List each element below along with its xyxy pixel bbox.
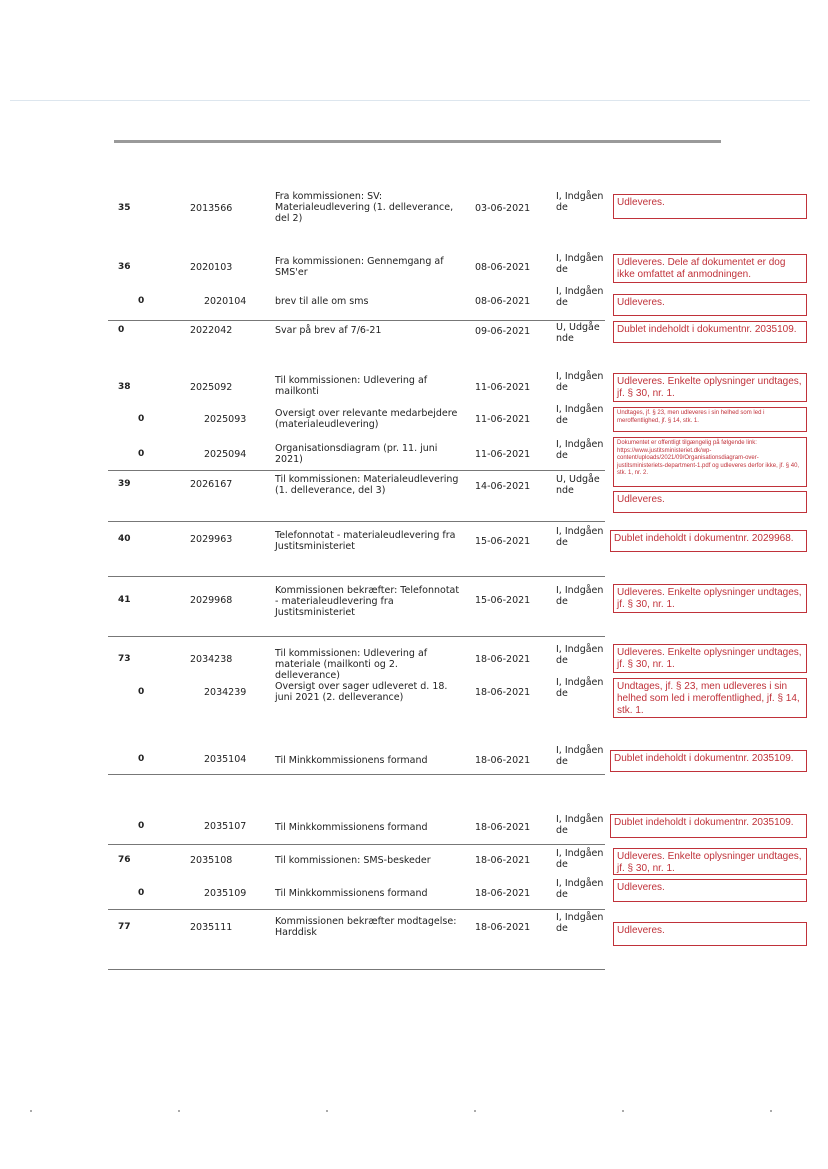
table-bottom-rule <box>108 969 605 970</box>
decision-stamp: Udleveres. <box>613 879 807 902</box>
decision-stamp: Dublet indeholdt i dokumentnr. 2029968. <box>610 530 807 552</box>
document-title: Kommissionen bekræfter modtagelse: Harddisk <box>275 916 457 938</box>
document-title: Fra kommissionen: SV: Materialeudlevering (1. delleverance, del 2) <box>275 191 454 224</box>
document-title: Organisationsdiagram (pr. 11. juni 2021) <box>275 443 438 465</box>
document-direction: U, Udgående <box>556 322 600 344</box>
document-direction: I, Indgående <box>556 404 604 426</box>
document-number: 2029963 <box>190 534 233 545</box>
document-title: Fra kommissionen: Gennemgang af SMS'er <box>275 256 444 278</box>
row-number: 73 <box>118 654 131 664</box>
document-number: 2035108 <box>190 855 233 866</box>
document-date: 11-06-2021 <box>475 382 531 393</box>
document-date: 15-06-2021 <box>475 536 531 547</box>
row-number: 0 <box>118 325 125 335</box>
decision-stamp: Udleveres. Dele af dokumentet er dog ikke omfattet af anmodningen. <box>613 254 807 283</box>
scan-speck <box>770 1110 772 1112</box>
row-number: 0 <box>138 687 145 697</box>
document-date: 11-06-2021 <box>475 414 531 425</box>
row-number: 0 <box>138 754 145 764</box>
document-title: Til Minkkommissionens formand <box>275 822 428 833</box>
row-number: 36 <box>118 262 131 272</box>
row-number: 0 <box>138 821 145 831</box>
document-date: 03-06-2021 <box>475 203 531 214</box>
scan-speck <box>622 1110 624 1112</box>
scan-speck <box>326 1110 328 1112</box>
table-row <box>108 576 605 577</box>
table-row <box>108 774 605 775</box>
document-date: 18-06-2021 <box>475 654 531 665</box>
document-direction: I, Indgående <box>556 371 604 393</box>
document-direction: I, Indgående <box>556 253 604 275</box>
document-date: 18-06-2021 <box>475 888 531 899</box>
document-number: 2022042 <box>190 325 233 336</box>
document-number: 2035109 <box>204 888 247 899</box>
row-number: 41 <box>118 595 131 605</box>
document-title: brev til alle om sms <box>275 296 369 307</box>
document-title: Til kommissionen: SMS-beskeder <box>275 855 431 866</box>
document-title: Til Minkkommissionens formand <box>275 888 428 899</box>
document-direction: I, Indgående <box>556 745 604 767</box>
document-number: 2025093 <box>204 414 247 425</box>
document-direction: I, Indgående <box>556 912 604 934</box>
decision-stamp: Dublet indeholdt i dokumentnr. 2035109. <box>610 814 807 838</box>
document-title: Til Minkkommissionens formand <box>275 755 428 766</box>
scan-speck <box>474 1110 476 1112</box>
scan-speck <box>30 1110 32 1112</box>
row-number: 35 <box>118 203 131 213</box>
document-title: Til kommissionen: Udlevering af materiale (mailkonti og 2. delleverance) <box>275 648 428 681</box>
document-number: 2025092 <box>190 382 233 393</box>
document-date: 18-06-2021 <box>475 922 531 933</box>
header-rule <box>10 100 810 101</box>
document-title: Oversigt over sager udleveret d. 18. juni 2021 (2. delleverance) <box>275 681 448 703</box>
document-number: 2034239 <box>204 687 247 698</box>
document-title: Oversigt over relevante medarbejdere (materialeudlevering) <box>275 408 458 430</box>
decision-stamp: Undtages, jf. § 23, men udleveres i sin helhed som led i meroffentlighed, jf. § 14, stk. 1. <box>613 678 807 718</box>
row-number: 76 <box>118 855 131 865</box>
decision-stamp: Udleveres. <box>613 922 807 946</box>
document-direction: I, Indgående <box>556 677 604 699</box>
document-date: 18-06-2021 <box>475 822 531 833</box>
document-date: 18-06-2021 <box>475 855 531 866</box>
row-number: 0 <box>138 449 145 459</box>
table-row <box>108 320 605 321</box>
table-row <box>108 909 605 910</box>
document-direction: I, Indgående <box>556 814 604 836</box>
row-number: 0 <box>138 414 145 424</box>
decision-stamp: Udleveres. Enkelte oplysninger undtages, jf. § 30, nr. 1. <box>613 373 807 402</box>
document-title: Til kommissionen: Udlevering af mailkonti <box>275 375 428 397</box>
row-number: 77 <box>118 922 131 932</box>
document-title: Kommissionen bekræfter: Telefonnotat - materialeudlevering fra Justitsministeriet <box>275 585 460 618</box>
decision-stamp: Undtages, jf. § 23, men udleveres i sin helhed som led i meroffentlighed, jf. § 14, stk. 1. <box>613 407 807 432</box>
document-title: Telefonnotat - materialeudlevering fra Justitsministeriet <box>275 530 456 552</box>
document-direction: I, Indgående <box>556 848 604 870</box>
table-row <box>108 844 605 845</box>
document-date: 18-06-2021 <box>475 755 531 766</box>
table-row <box>108 521 605 522</box>
document-title: Til kommissionen: Materialeudlevering (1. delleverance, del 3) <box>275 474 459 496</box>
document-number: 2035104 <box>204 754 247 765</box>
document-direction: I, Indgående <box>556 644 604 666</box>
document-direction: U, Udgående <box>556 474 600 496</box>
decision-stamp: Udleveres. Enkelte oplysninger undtages, jf. § 30, nr. 1. <box>613 848 807 875</box>
document-date: 14-06-2021 <box>475 481 531 492</box>
document-number: 2034238 <box>190 654 233 665</box>
row-number: 39 <box>118 479 131 489</box>
decision-stamp: Dublet indeholdt i dokumentnr. 2035109. <box>613 321 807 343</box>
row-number: 0 <box>138 888 145 898</box>
document-date: 08-06-2021 <box>475 262 531 273</box>
document-number: 2035111 <box>190 922 233 933</box>
document-date: 09-06-2021 <box>475 326 531 337</box>
document-direction: I, Indgående <box>556 526 604 548</box>
document-date: 11-06-2021 <box>475 449 531 460</box>
document-title: Svar på brev af 7/6-21 <box>275 325 382 336</box>
document-number: 2013566 <box>190 203 233 214</box>
document-direction: I, Indgående <box>556 878 604 900</box>
document-direction: I, Indgående <box>556 439 604 461</box>
document-direction: I, Indgående <box>556 286 604 308</box>
row-number: 38 <box>118 382 131 392</box>
decision-stamp: Udleveres. <box>613 294 807 316</box>
row-number: 40 <box>118 534 131 544</box>
document-direction: I, Indgående <box>556 585 604 607</box>
document-number: 2020103 <box>190 262 233 273</box>
table-row <box>108 470 605 471</box>
table-top-rule <box>114 140 721 143</box>
document-direction: I, Indgående <box>556 191 604 213</box>
decision-stamp: Udleveres. <box>613 194 807 219</box>
document-number: 2026167 <box>190 479 233 490</box>
decision-stamp: Dokumentet er offentligt tilgængelig på følgende link: https://www.justitsministeriet.dk/wp-content/uploads/2021/09/Organisationsdiagram-over-justitsministeriets-department-1.pdf og udleveres derfor ikke, jf. § 40, stk. 1, nr. 2. <box>613 437 807 487</box>
scan-speck <box>178 1110 180 1112</box>
document-number: 2025094 <box>204 449 247 460</box>
row-number: 0 <box>138 296 145 306</box>
decision-stamp: Udleveres. Enkelte oplysninger undtages, jf. § 30, nr. 1. <box>613 584 807 613</box>
table-row <box>108 636 605 637</box>
document-date: 08-06-2021 <box>475 296 531 307</box>
decision-stamp: Udleveres. Enkelte oplysninger undtages, jf. § 30, nr. 1. <box>613 644 807 673</box>
document-number: 2035107 <box>204 821 247 832</box>
decision-stamp: Udleveres. <box>613 491 807 513</box>
document-date: 18-06-2021 <box>475 687 531 698</box>
document-number: 2020104 <box>204 296 247 307</box>
document-date: 15-06-2021 <box>475 595 531 606</box>
decision-stamp: Dublet indeholdt i dokumentnr. 2035109. <box>610 750 807 772</box>
document-number: 2029968 <box>190 595 233 606</box>
